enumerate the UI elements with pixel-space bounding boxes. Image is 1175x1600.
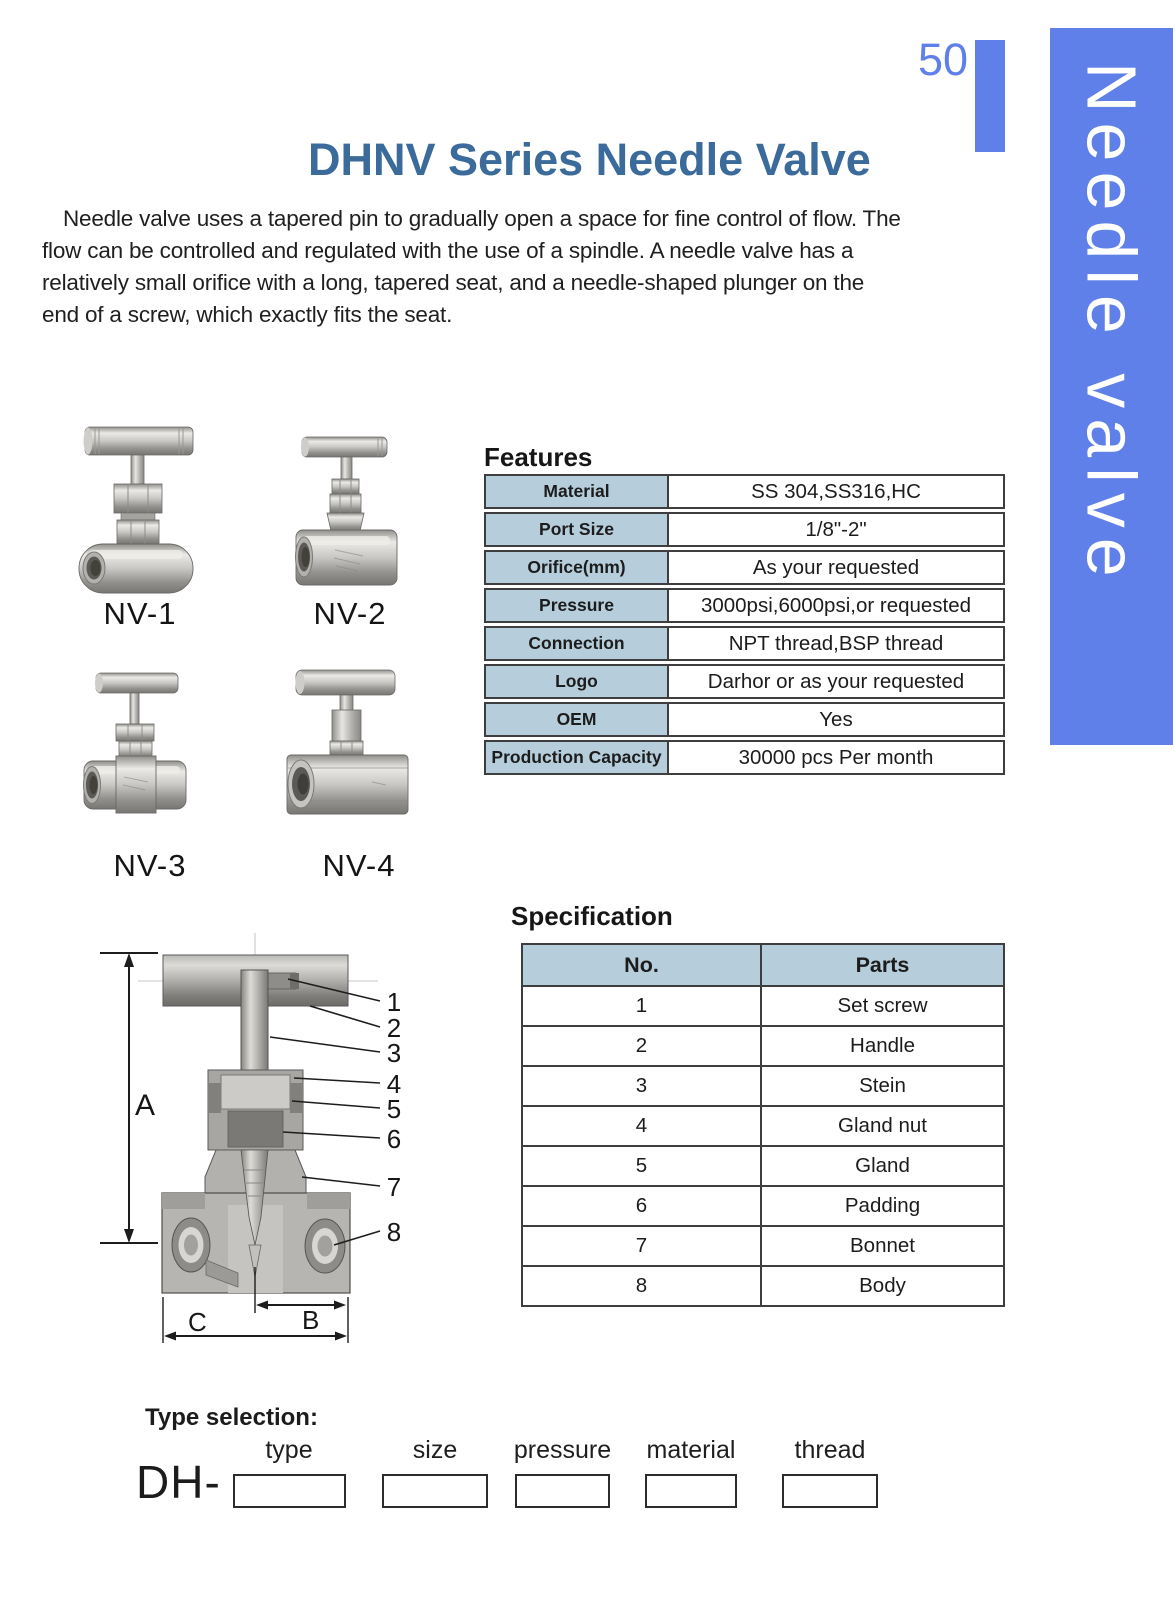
feature-value: NPT thread,BSP thread bbox=[667, 626, 1005, 661]
product-photo-nv3 bbox=[80, 665, 190, 815]
callout-5: 5 bbox=[386, 1094, 402, 1124]
feature-value: 1/8"-2" bbox=[667, 512, 1005, 547]
description-line: end of a screw, which exactly fits the seat. bbox=[42, 302, 453, 327]
valve-handle bbox=[84, 427, 194, 455]
callout-7: 7 bbox=[386, 1172, 402, 1202]
type-selection-box-size bbox=[382, 1474, 488, 1508]
type-selection-box-pressure bbox=[515, 1474, 610, 1508]
dimension-c-label: C bbox=[188, 1307, 207, 1337]
valve-body bbox=[296, 530, 398, 585]
dimension-a-arrow-top bbox=[124, 953, 134, 967]
spec-part-name: Gland nut bbox=[761, 1106, 1004, 1146]
feature-label: Connection bbox=[484, 626, 667, 661]
side-tab-label: Needle valve bbox=[1072, 62, 1151, 587]
type-selection-group-thread bbox=[777, 1436, 883, 1511]
features-row bbox=[484, 512, 1005, 547]
valve-stem bbox=[131, 455, 144, 484]
spec-part-number: 8 bbox=[522, 1266, 761, 1306]
feature-value: As your requested bbox=[667, 550, 1005, 585]
valve-body bbox=[79, 544, 193, 593]
diagram-gland-assembly bbox=[208, 1070, 303, 1150]
valve-bonnet-hex bbox=[327, 479, 364, 531]
valve-bonnet-hex bbox=[330, 710, 363, 755]
valve-cross-section-diagram bbox=[78, 915, 423, 1350]
spec-part-name: Set screw bbox=[761, 986, 1004, 1026]
feature-label: Port Size bbox=[484, 512, 667, 547]
spec-part-name: Gland bbox=[761, 1146, 1004, 1186]
dimension-a-label: A bbox=[135, 1089, 156, 1122]
feature-label: Material bbox=[484, 474, 667, 509]
feature-value: Darhor or as your requested bbox=[667, 664, 1005, 699]
spec-row bbox=[522, 1106, 1004, 1146]
callout-3: 3 bbox=[386, 1038, 402, 1068]
product-photo-nv2 bbox=[290, 425, 405, 595]
features-heading: Features bbox=[484, 442, 593, 472]
spec-row bbox=[522, 1186, 1004, 1226]
valve-handle bbox=[301, 437, 387, 457]
features-row bbox=[484, 588, 1005, 623]
accent-bar bbox=[975, 40, 1005, 152]
valve-handle bbox=[95, 673, 178, 693]
feature-value: 3000psi,6000psi,or requested bbox=[667, 588, 1005, 623]
type-selection-group-size bbox=[377, 1436, 493, 1511]
product-photo-nv4 bbox=[280, 662, 415, 817]
type-selection-group-type bbox=[228, 1436, 350, 1511]
type-selection-group-pressure bbox=[510, 1436, 615, 1511]
description bbox=[42, 203, 1042, 331]
valve-stem bbox=[341, 457, 352, 479]
dimension-b-label: B bbox=[302, 1305, 320, 1335]
specification-table bbox=[521, 943, 1005, 1307]
description-line: flow can be controlled and regulated with the use of a spindle. A needle valve has a bbox=[42, 238, 854, 263]
spec-row bbox=[522, 1066, 1004, 1106]
features-row bbox=[484, 664, 1005, 699]
feature-value: Yes bbox=[667, 702, 1005, 737]
type-selection-box-material bbox=[645, 1474, 737, 1508]
feature-label: Orifice(mm) bbox=[484, 550, 667, 585]
spec-row bbox=[522, 1146, 1004, 1186]
spec-part-number: 5 bbox=[522, 1146, 761, 1186]
features-row bbox=[484, 740, 1005, 775]
product-label-nv2: NV-2 bbox=[313, 596, 387, 631]
spec-part-name: Handle bbox=[761, 1026, 1004, 1066]
spec-part-number: 2 bbox=[522, 1026, 761, 1066]
valve-body bbox=[84, 756, 187, 813]
side-tab bbox=[1050, 28, 1173, 745]
spec-part-number: 7 bbox=[522, 1226, 761, 1266]
callout-4: 4 bbox=[386, 1069, 402, 1099]
type-selection-label-type: type bbox=[265, 1436, 313, 1464]
type-selection-label-thread: thread bbox=[794, 1436, 866, 1464]
callout-2: 2 bbox=[386, 1013, 402, 1043]
feature-value: SS 304,SS316,HC bbox=[667, 474, 1005, 509]
spec-column-no: No. bbox=[522, 944, 761, 986]
spec-row bbox=[522, 986, 1004, 1026]
features-row bbox=[484, 550, 1005, 585]
feature-label: Logo bbox=[484, 664, 667, 699]
features-row bbox=[484, 626, 1005, 661]
valve-bonnet-hex bbox=[114, 484, 162, 544]
description-line: relatively small orifice with a long, tapered seat, and a needle-shaped plunger on the bbox=[42, 270, 865, 295]
spec-column-parts: Parts bbox=[761, 944, 1004, 986]
page-title: DHNV Series Needle Valve bbox=[308, 134, 871, 185]
spec-part-number: 3 bbox=[522, 1066, 761, 1106]
feature-label: OEM bbox=[484, 702, 667, 737]
features-table bbox=[484, 471, 1005, 778]
type-selection-prefix: DH- bbox=[136, 1456, 221, 1508]
feature-label: Pressure bbox=[484, 588, 667, 623]
type-selection-box-thread bbox=[782, 1474, 878, 1508]
type-selection-label-material: material bbox=[646, 1436, 736, 1464]
valve-body bbox=[287, 755, 408, 814]
product-label-nv1: NV-1 bbox=[103, 596, 177, 631]
spec-row bbox=[522, 1226, 1004, 1266]
type-selection-heading: Type selection: bbox=[145, 1404, 318, 1431]
page-number: 50 bbox=[917, 34, 969, 85]
type-selection-group-material bbox=[640, 1436, 742, 1511]
spec-part-name: Padding bbox=[761, 1186, 1004, 1226]
product-label-nv3: NV-3 bbox=[113, 848, 187, 883]
callout-8: 8 bbox=[386, 1217, 402, 1247]
dimension-b bbox=[256, 1301, 346, 1310]
product-photo-nv1 bbox=[65, 405, 235, 600]
valve-handle bbox=[296, 670, 396, 695]
description-line: Needle valve uses a tapered pin to gradually open a space for fine control of flow. The bbox=[63, 206, 901, 231]
type-selection-label-size: size bbox=[412, 1436, 458, 1464]
spec-header-row bbox=[522, 944, 1004, 986]
feature-value: 30000 pcs Per month bbox=[667, 740, 1005, 775]
spec-part-number: 6 bbox=[522, 1186, 761, 1226]
features-row bbox=[484, 702, 1005, 737]
valve-bonnet-hex bbox=[116, 724, 154, 758]
spec-row bbox=[522, 1026, 1004, 1066]
type-selection-label-pressure: pressure bbox=[513, 1436, 612, 1464]
type-selection-box-type bbox=[233, 1474, 346, 1508]
spec-part-number: 1 bbox=[522, 986, 761, 1026]
features-row bbox=[484, 474, 1005, 509]
feature-label: Production Capacity bbox=[484, 740, 667, 775]
dimension-a-arrow-bottom bbox=[124, 1229, 134, 1243]
spec-part-name: Body bbox=[761, 1266, 1004, 1306]
spec-part-number: 4 bbox=[522, 1106, 761, 1146]
valve-stem bbox=[130, 693, 139, 724]
product-label-nv4: NV-4 bbox=[322, 848, 396, 883]
spec-part-name: Stein bbox=[761, 1066, 1004, 1106]
specification-heading: Specification bbox=[511, 901, 673, 931]
spec-row bbox=[522, 1266, 1004, 1306]
callout-6: 6 bbox=[386, 1124, 402, 1154]
callout-1: 1 bbox=[386, 987, 402, 1017]
spec-part-name: Bonnet bbox=[761, 1226, 1004, 1266]
